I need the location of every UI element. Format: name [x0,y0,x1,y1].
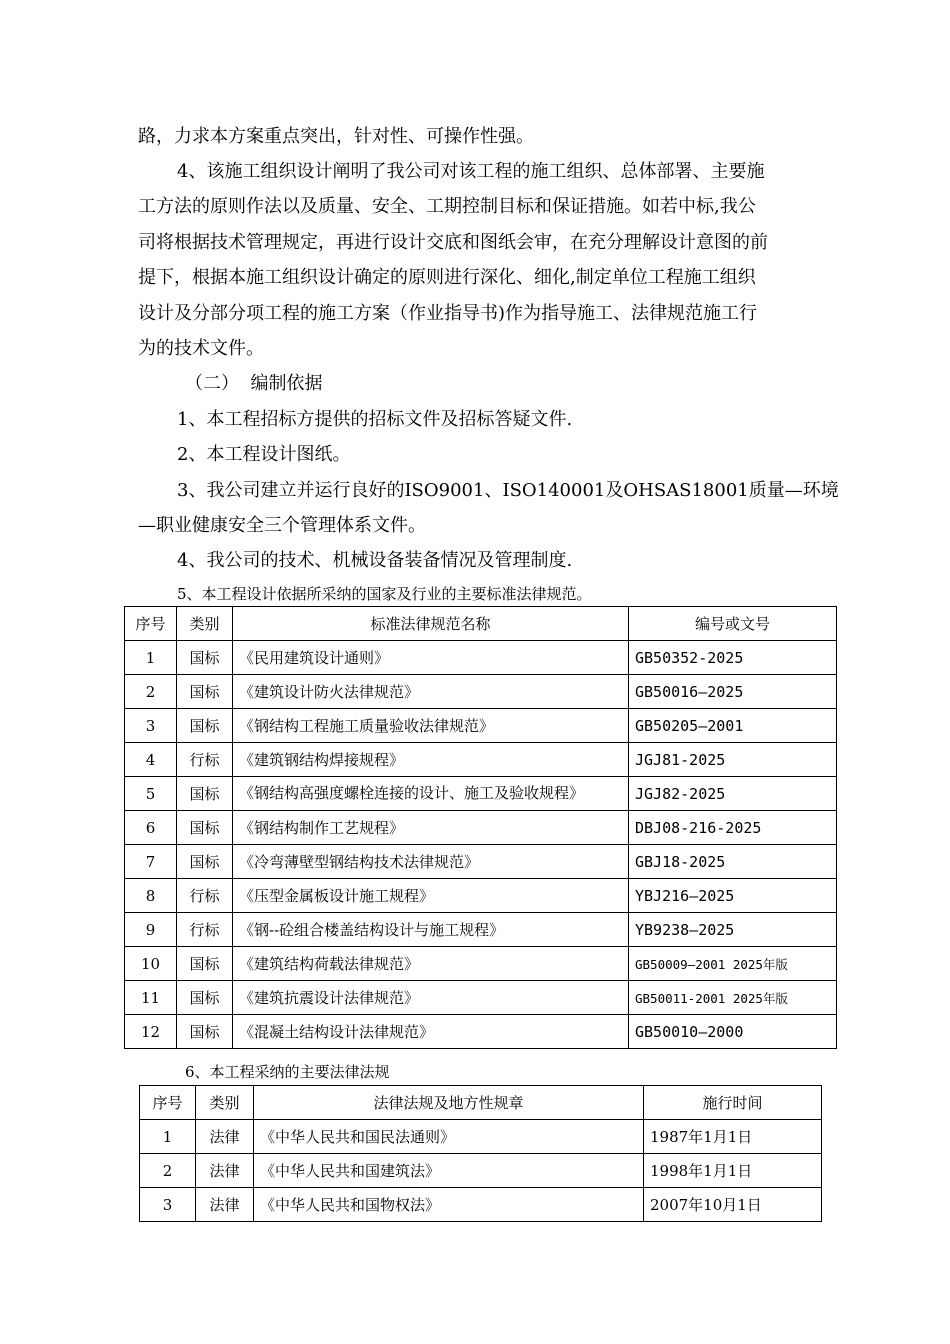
cell-name: 《民用建筑设计通则》 [233,641,629,675]
cell-index: 3 [125,709,177,743]
cell-name: 《钢结构工程施工质量验收法律规范》 [233,709,629,743]
cell-index: 9 [125,913,177,947]
cell-code: GB50009—2001 2025年版 [629,947,837,981]
cell-name: 《中华人民共和国建筑法》 [254,1154,644,1188]
cell-name: 《中华人民共和国物权法》 [254,1188,644,1222]
table-row [125,913,837,947]
section-heading: （二） 编制依据 [185,373,323,394]
table-row [125,845,837,879]
cell-index: 2 [140,1154,196,1188]
col-header-date: 施行时间 [644,1086,822,1120]
table-row [125,709,837,743]
basis-item: 4、我公司的技术、机械设备装备情况及管理制度. [177,550,573,571]
paragraph-line: 为的技术文件。 [138,338,264,359]
cell-name: 《建筑抗震设计法律规范》 [233,981,629,1015]
cell-code: JGJ82-2025 [629,777,837,811]
basis-item: 3、我公司建立并运行良好的ISO9001、ISO140001及OHSAS18001质量—环境 [177,480,839,501]
basis-item: 2、本工程设计图纸。 [177,444,351,465]
table-row [140,1188,822,1222]
cell-index: 11 [125,981,177,1015]
cell-index: 1 [140,1120,196,1154]
table1-caption: 5、本工程设计依据所采纳的国家及行业的主要标准法律规范。 [177,585,592,603]
table-header-row [140,1086,822,1120]
cell-category: 国标 [177,981,233,1015]
col-header-category: 类别 [177,607,233,641]
cell-index: 8 [125,879,177,913]
cell-name: 《建筑钢结构焊接规程》 [233,743,629,777]
paragraph-line: 提下，根据本施工组织设计确定的原则进行深化、细化,制定单位工程施工组织 [138,267,756,288]
cell-code: GB50016—2025 [629,675,837,709]
table2-caption: 6、本工程采纳的主要法律法规 [185,1063,390,1081]
paragraph-line: 路，力求本方案重点突出，针对性、可操作性强。 [138,126,534,147]
cell-code: JGJ81-2025 [629,743,837,777]
col-header-category: 类别 [196,1086,254,1120]
table-header-row [125,607,837,641]
cell-code: GB50205—2001 [629,709,837,743]
col-header-index: 序号 [125,607,177,641]
cell-category: 国标 [177,1015,233,1049]
cell-name: 《建筑结构荷载法律规范》 [233,947,629,981]
table-row [125,641,837,675]
col-header-name: 法律法规及地方性规章 [254,1086,644,1120]
cell-code: GB50011-2001 2025年版 [629,981,837,1015]
cell-category: 法律 [196,1154,254,1188]
cell-date: 1998年1月1日 [644,1154,822,1188]
paragraph-line: 4、该施工组织设计阐明了我公司对该工程的施工组织、总体部署、主要施 [177,161,765,182]
table-row [125,675,837,709]
col-header-name: 标准法律规范名称 [233,607,629,641]
cell-index: 4 [125,743,177,777]
cell-name: 《压型金属板设计施工规程》 [233,879,629,913]
col-header-index: 序号 [140,1086,196,1120]
cell-name: 《建筑设计防火法律规范》 [233,675,629,709]
cell-category: 国标 [177,811,233,845]
cell-category: 行标 [177,879,233,913]
table-row [125,1015,837,1049]
cell-name: 《钢--砼组合楼盖结构设计与施工规程》 [233,913,629,947]
cell-code: GB50352-2025 [629,641,837,675]
table-row [140,1154,822,1188]
cell-index: 10 [125,947,177,981]
paragraph-line: 设计及分部分项工程的施工方案（作业指导书)作为指导施工、法律规范施工行 [138,303,758,324]
cell-index: 12 [125,1015,177,1049]
cell-category: 国标 [177,641,233,675]
col-header-code: 编号或文号 [629,607,837,641]
cell-index: 5 [125,777,177,811]
cell-index: 1 [125,641,177,675]
cell-code: DBJ08-216-2025 [629,811,837,845]
cell-date: 1987年1月1日 [644,1120,822,1154]
paragraph-line: 工方法的原则作法以及质量、安全、工期控制目标和保证措施。如若中标,我公 [138,196,756,217]
cell-code: YB9238—2025 [629,913,837,947]
cell-name: 《中华人民共和国民法通则》 [254,1120,644,1154]
cell-index: 6 [125,811,177,845]
cell-index: 3 [140,1188,196,1222]
cell-name: 《冷弯薄壁型钢结构技术法律规范》 [233,845,629,879]
cell-index: 7 [125,845,177,879]
cell-code: YBJ216—2025 [629,879,837,913]
basis-item: —职业健康安全三个管理体系文件。 [138,515,426,536]
table-row [125,777,837,811]
cell-category: 国标 [177,675,233,709]
cell-name: 《钢结构制作工艺规程》 [233,811,629,845]
table-row [125,879,837,913]
cell-category: 国标 [177,709,233,743]
cell-category: 国标 [177,845,233,879]
cell-name: 《钢结构高强度螺栓连接的设计、施工及验收规程》 [233,777,629,811]
cell-category: 法律 [196,1188,254,1222]
table-row [125,811,837,845]
cell-category: 行标 [177,913,233,947]
cell-date: 2007年10月1日 [644,1188,822,1222]
cell-category: 行标 [177,743,233,777]
table-row [125,947,837,981]
cell-category: 法律 [196,1120,254,1154]
cell-code: GBJ18-2025 [629,845,837,879]
laws-table [139,1085,822,1222]
cell-category: 国标 [177,777,233,811]
table-row [125,743,837,777]
basis-item: 1、本工程招标方提供的招标文件及招标答疑文件. [177,409,573,430]
standards-table [124,606,837,1049]
cell-name: 《混凝土结构设计法律规范》 [233,1015,629,1049]
cell-index: 2 [125,675,177,709]
paragraph-line: 司将根据技术管理规定，再进行设计交底和图纸会审，在充分理解设计意图的前 [138,232,768,253]
table-row [125,981,837,1015]
cell-category: 国标 [177,947,233,981]
table-row [140,1120,822,1154]
cell-code: GB50010—2000 [629,1015,837,1049]
